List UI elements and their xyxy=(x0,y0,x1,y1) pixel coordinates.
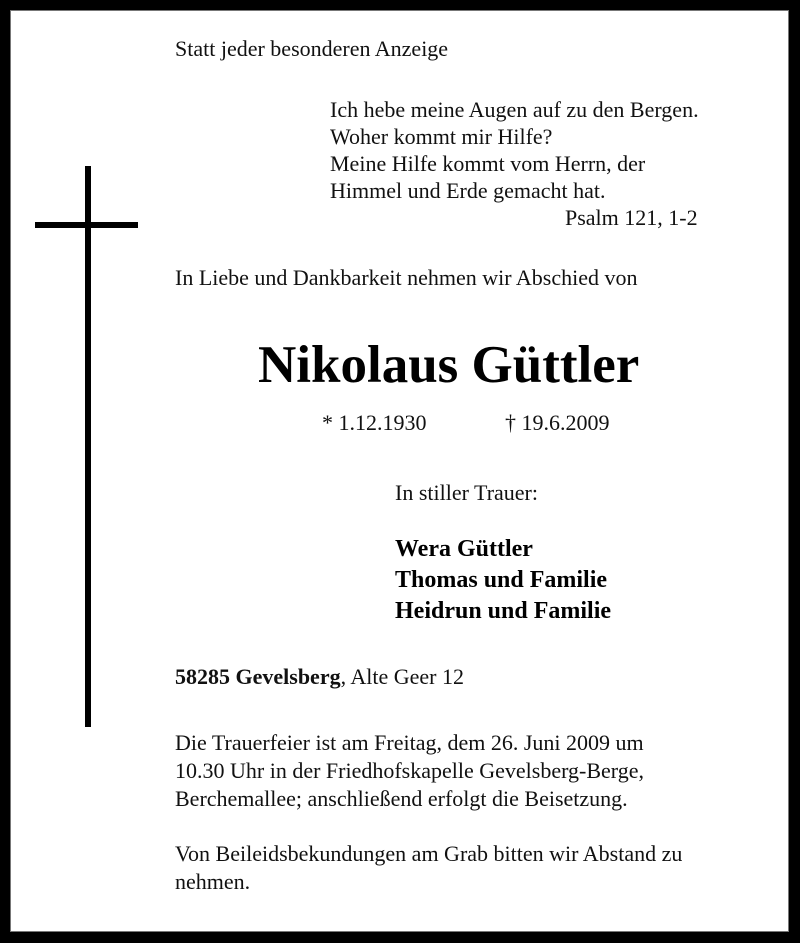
service-line: Die Trauerfeier ist am Freitag, dem 26. Juni 2009 um xyxy=(175,730,644,755)
obituary-notice xyxy=(10,10,789,932)
request-line: Von Beileidsbekundungen am Grab bitten wir Abstand zu xyxy=(175,841,683,866)
psalm-line: Himmel und Erde gemacht hat. xyxy=(330,178,606,203)
notice-header: Statt jeder besonderen Anzeige xyxy=(175,36,449,61)
address-street: , Alte Geer 12 xyxy=(340,664,464,689)
service-line: 10.30 Uhr in der Friedhofskapelle Gevelsberg-Berge, xyxy=(175,758,645,783)
psalm-line: Ich hebe meine Augen auf zu den Bergen. xyxy=(330,97,699,122)
address-city: 58285 Gevelsberg xyxy=(175,664,341,689)
psalm-line: Meine Hilfe kommt vom Herrn, der xyxy=(330,151,646,176)
deceased-name: Nikolaus Güttler xyxy=(258,336,640,394)
mourners-label: In stiller Trauer: xyxy=(395,480,538,505)
cross-icon-horizontal xyxy=(35,222,138,228)
mourner-name: Wera Güttler xyxy=(395,536,533,562)
address xyxy=(175,663,464,690)
birth-date: * 1.12.1930 xyxy=(322,410,427,435)
psalm-line: Woher kommt mir Hilfe? xyxy=(330,124,553,149)
mourner-name: Heidrun und Familie xyxy=(395,598,612,624)
psalm-reference: Psalm 121, 1-2 xyxy=(565,205,698,230)
mourner-name: Thomas und Familie xyxy=(395,567,608,593)
cross-icon-vertical xyxy=(85,166,91,727)
service-line: Berchemallee; anschließend erfolgt die Beisetzung. xyxy=(175,786,628,811)
death-date: † 19.6.2009 xyxy=(505,410,610,435)
intro-text: In Liebe und Dankbarkeit nehmen wir Abschied von xyxy=(175,265,638,290)
request-line: nehmen. xyxy=(175,869,251,894)
